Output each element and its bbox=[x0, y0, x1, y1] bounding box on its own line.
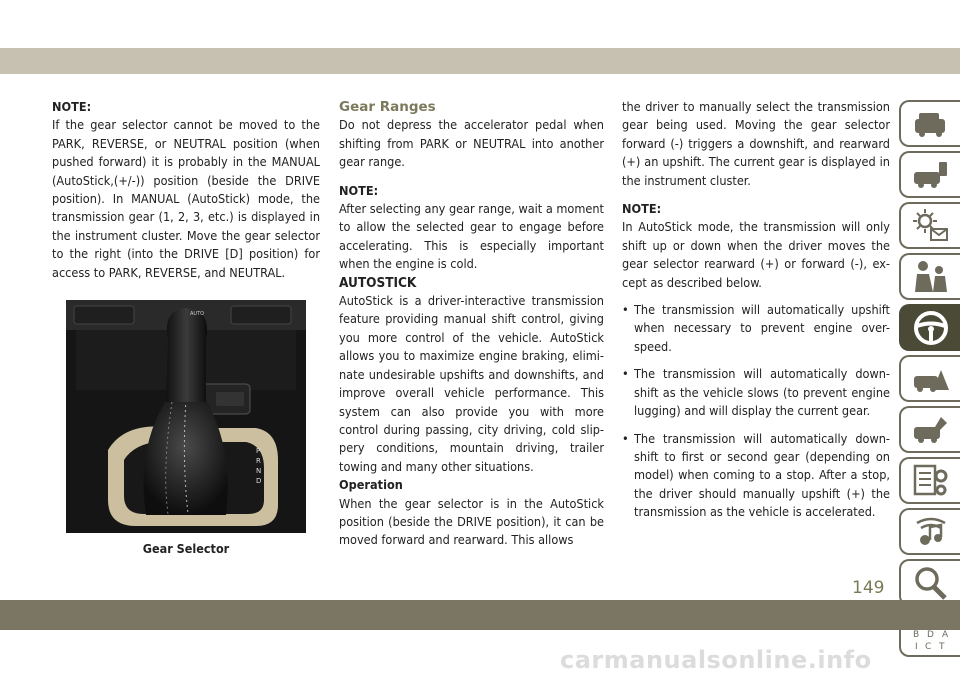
column-3 bbox=[622, 98, 890, 522]
gear-selector-photo bbox=[66, 300, 306, 533]
car-fuel-icon bbox=[911, 156, 951, 194]
tab-index-search[interactable] bbox=[899, 559, 960, 606]
note-heading: NOTE: bbox=[622, 201, 662, 217]
index-search-icon bbox=[911, 564, 951, 602]
car-dashboard-icon bbox=[911, 105, 951, 143]
car-service-icon bbox=[911, 411, 951, 449]
note-text: After selecting any gear range, wait a moment to allow the selected gear to engage before accelerating. This is especially important when the engine is cold. bbox=[339, 201, 604, 272]
note-text: If the gear selector cannot be moved to the PARK, REVERSE, or NEUTRAL position (when pushed forward) it is probably in the MANUAL (AutoStick,(+/-)) position (beside the DRIVE position). In MANUAL (AutoStick) mode, the transmission gear (1, 2, 3, etc.) is displayed in the instrument cluster. Move the gear selector to the right (into the DRIVE [D] position) for access to PARK, REVERSE, and NEUTRAL. bbox=[52, 117, 320, 280]
tab-service[interactable] bbox=[899, 406, 960, 453]
svg-text:D: D bbox=[926, 629, 934, 640]
watermark: carmanualsonline.info bbox=[560, 646, 872, 674]
footer-band bbox=[0, 600, 960, 630]
tab-specifications[interactable] bbox=[899, 457, 960, 504]
svg-text:B: B bbox=[912, 629, 919, 640]
tab-multimedia[interactable] bbox=[899, 508, 960, 555]
auto-button-label: AUTO bbox=[190, 311, 205, 317]
warning-lights-icon bbox=[911, 207, 951, 245]
tab-dashboard[interactable] bbox=[899, 100, 960, 147]
paragraph: Do not depress the accelerator pedal when shifting from PARK or NEUTRAL into another gear range. bbox=[339, 117, 604, 170]
specifications-icon bbox=[911, 462, 951, 500]
subsection-heading: AUTOSTICK bbox=[339, 274, 417, 291]
paragraph: When the gear selector is in the AutoStick position (beside the DRIVE position), it can be moved forward and rearward. This allows bbox=[339, 495, 604, 548]
tab-driving[interactable] bbox=[899, 304, 960, 351]
safety-icon bbox=[911, 258, 951, 296]
svg-text:C: C bbox=[924, 641, 931, 652]
list-item: • The transmission will automatically down-shift as the vehicle slows (to prevent engine lugging) and will display the current gear. bbox=[622, 366, 890, 419]
operation-heading: Operation bbox=[339, 477, 403, 493]
note-heading: NOTE: bbox=[52, 99, 92, 114]
multimedia-icon bbox=[911, 513, 951, 551]
header-band bbox=[0, 48, 960, 74]
svg-text:T: T bbox=[938, 641, 944, 652]
tab-warning-lights[interactable] bbox=[899, 202, 960, 249]
chapter-tabs bbox=[899, 100, 960, 661]
page-number: 149 bbox=[852, 578, 885, 598]
prnd-label-r: R bbox=[256, 457, 261, 465]
paragraph: AutoStick is a driver-interactive transmission feature providing manual shift control, giving you more control of the vehicle. AutoStick allows you to maximize engine braking, elimi-nate undesirable upshifts and downshifts, and improve overall vehicle performance. This system can also provide you with more control during passing, city driving, cold slip-pery conditions, mountain driving, trailer towing and many other situations. bbox=[339, 293, 604, 474]
tab-emergency[interactable] bbox=[899, 355, 960, 402]
figure-caption: Gear Selector bbox=[142, 541, 230, 556]
prnd-label-p: P bbox=[256, 447, 261, 455]
paragraph: the driver to manually select the transmission gear being used. Moving the gear selector forward (-) triggers a downshift, and rearward (+) an upshift. The current gear is displayed in the instrument cluster. bbox=[622, 99, 890, 188]
prnd-label-d: D bbox=[256, 477, 262, 485]
emergency-icon bbox=[911, 360, 951, 398]
svg-text:I: I bbox=[914, 641, 918, 652]
prnd-label-n: N bbox=[256, 467, 262, 475]
column-2 bbox=[339, 98, 604, 550]
svg-text:A: A bbox=[941, 629, 948, 640]
list-item: • The transmission will automatically down-shift to first or second gear (depending on model) when coming to a stop. After a stop, the driver should manually upshift (+) the transmission as the vehicle is accelerated. bbox=[622, 430, 890, 520]
note-heading: NOTE: bbox=[339, 182, 379, 198]
note-text: In AutoStick mode, the transmission will only shift up or down when the driver moves the gear selector rearward (+) or forward (-), ex-cept as described below. bbox=[622, 219, 890, 290]
section-heading: Gear Ranges bbox=[339, 99, 436, 115]
tab-fuel[interactable] bbox=[899, 151, 960, 198]
steering-wheel-icon bbox=[911, 309, 951, 347]
list-item: • The transmission will automatically upshift when necessary to prevent engine over-speed. bbox=[622, 302, 890, 354]
column-1 bbox=[52, 98, 320, 282]
tab-safety[interactable] bbox=[899, 253, 960, 300]
